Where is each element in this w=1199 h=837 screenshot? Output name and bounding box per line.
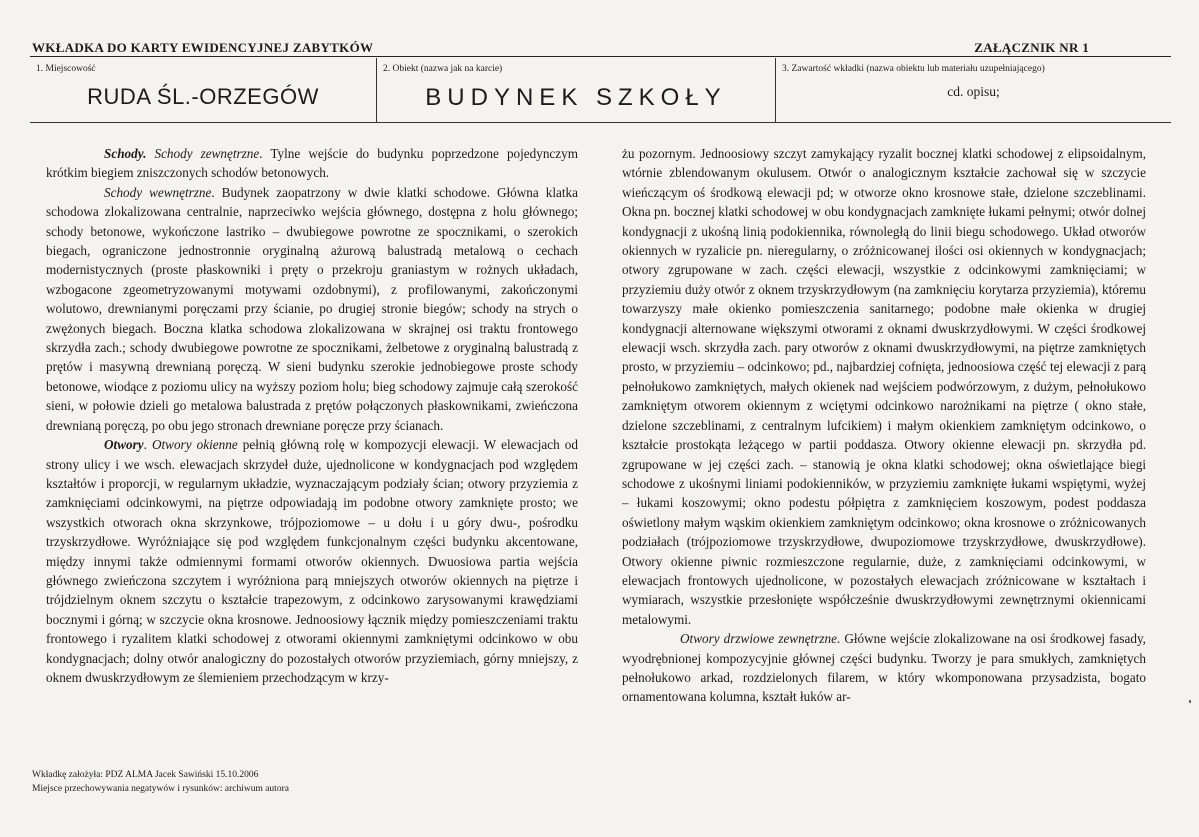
footer-author: Wkładkę założyła: PDZ ALMA Jacek Sawiński 15.10.2006 bbox=[32, 770, 259, 780]
subheading-internal-stairs: Schody wewnętrzne bbox=[104, 184, 212, 200]
paragraph-text: . Tylne wejście do budynku poprzedzone pojedynczym krótkim biegiem zniszczonych schodów betonowych. bbox=[46, 146, 578, 181]
paragraph-text: pełnią główną rolę w kompozycji elewacji. W elewacjach od strony ulicy i we wsch. elewacjach skrzydeł duże, ujednolicone w kondygnacjach pod względem kształtów i proporcji, w regularnym układzie, wyznaczającym podziały ścian; otwory przyziemia z zamknięciami odcinkowymi, na piętrze odpowiadają im podobne otwory zamknięte prosto; we wszystkich otworach okna skrzynkowe, trójpoziomowe – u dołu i u góry dwu-, pośrodku trzyskrzydłowe. Wyróżniające się pod względem funkcjonalnym części budynku akcentowane, między innymi także odmiennymi formami otworów okiennych. Dwuosiowa partia wejścia głównego zwieńczona szczytem i wyróżniona parą mniejszych otworów okiennych na piętrze i trójdzielnym oknem szczytu o kształcie trapezowym, z odcinkowo zarysowanymi krawędziami bocznymi i górną; w szczycie okna krosnowe. Jednoosiowy łącznik między pomieszczeniami traktu frontowego i ryzalitem klatki schodowej z otworami okiennymi zamkniętymi odcinkowo w obu kondygnacjach; dolny otwór analogiczny do pozostałych otworów przyziemiach, górny mniejszy, z oknem dwuskrzydłowym ze ślemieniem przechodzącym w krzy- bbox=[46, 437, 578, 685]
paragraph-openings-continued bbox=[622, 144, 1146, 629]
subheading-window-openings: Otwory okienne bbox=[151, 437, 238, 453]
text-column-right bbox=[622, 144, 1146, 707]
paragraph-text: żu pozornym. Jednoosiowy szczyt zamykający ryzalit bocznej klatki schodowej z elipsoidalnym, wtórnie zblendowanym okulusem. Otwór o analogicznym kształcie zachował się w szczycie wieńczącym oś środkową elewacji pd; w otworze okno krosnowe stałe, dzielone szczeblinami. Okna pn. bocznej klatki schodowej w obu kondygnacjach zamknięte łukami pełnymi; otwór dolnej kondygnacji z ukośną linią podokiennika, równoległą do linii biegu schodowego. Układ otworów okiennych w ryzalicie pn. nieregularny, o zróżnicowanej ilości osi okiennych w kondygnacjach; otwory zgrupowane w zach. części elewacji, wszystkie z odcinkowymi zamknięciami; w przyziemiu duży otwór z oknem trzyskrzydłowym (na zamknięciu korytarza przyziemia), któremu towarzyszy małe okienko pomieszczenia sanitarnego; podobne małe okienka w drugiej kondygnacji alternowane większymi otworami z oknami dwuskrzydłowymi. W części środkowej elewacji wsch. skrzydła zach. pary otworów z oknami dwuskrzydłowymi, na piętrze zamkniętych prosto, w przyziemiu – odcinkowo; pd., najbardziej cofnięta, jednoosiowa część tej elewacji z parą pełnołukowo zamkniętych, małych okienek nad wejściem podwórzowym, z dużym, pełnołukowo zamkniętym otworem okiennym z wciętymi odcinkowo narożnikami na piętrze ( okno stałe, dzielone szczeblinami, z centralnym lufcikiem) i małym okienkiem zamkniętym odcinkowo, o kształcie prostokąta leżącego w partii poddasza. Otwory okienne elewacji pn. skrzydła pd. zgrupowane w jej części zach. – stanowią je okna klatki schodowej; okna oświetlające biegi schodowe z ukośnymi liniami podokienników, w przyziemiu zamknięte łukami wspiętymi, wyżej – łukami koszowymi; okno podestu półpiętra z zamknięciem koszowym, podest poddasza oświetlony małym wąskim okienkiem zamkniętym odcinkowo; okna krosnowe o zróżnicowanych podziałach (trójpoziomowe trzyskrzydłowe, dwupoziomowe trzyskrzydłowe, dwuskrzydłowe). Otwory okienne piwnic rozmieszczone regularnie, duże, z zamknięciami odcinkowymi, w elewacjach frontowych ujednolicone, w pozostałych elewacjach zróżnicowane w kształtach i wymiarach, wszystkie przesłonięte współcześnie dwuskrzydłowymi zewnętrznymi okiennicami metalowymi. bbox=[622, 146, 1146, 627]
object-value: BUDYNEK SZKOŁY bbox=[425, 84, 727, 111]
locality-value: RUDA ŚL.-ORZEGÓW bbox=[87, 84, 319, 109]
locality-field bbox=[30, 58, 376, 122]
section-heading-stairs: Schody. bbox=[104, 146, 147, 161]
header-rule bbox=[30, 56, 1171, 57]
paragraph-stairs-internal bbox=[46, 183, 578, 435]
paragraph-openings: Otwory. Otwory okienne pełnią główną rolę w kompozycji elewacji. W elewacjach od strony ulicy i we wsch. elewacjach skrzydeł duże, ujednolicone w kondygnacjach pod względem kształtów i proporcji, w regularnym układzie, wyznaczającym podziały ścian; otwory przyziemia z zamknięciami odcinkowymi, na piętrze odpowiadają im podobne otwory zamknięte prosto; we wszystkich otworach okna skrzynkowe, trójpoziomowe – u dołu i u góry dwu-, pośrodku trzyskrzydłowe. Wyróżniające się pod względem funkcjonalnym części budynku akcentowane, między innymi także odmiennymi formami otworów okiennych. Dwuosiowa partia wejścia głównego zwieńczona szczytem i wyróżniona parą mniejszych otworów okiennych na piętrze i trójdzielnym oknem szczytu o kształcie trapezowym, z odcinkowo zarysowanymi krawędziami bocznymi i górną; w szczycie okna krosnowe. Jednoosiowy łącznik między pomieszczeniami traktu frontowego i ryzalitem klatki schodowej z otworami okiennymi zamkniętymi odcinkowo w obu kondygnacjach; dolny otwór analogiczny do pozostałych otworów przyziemiach, górny mniejszy, z oknem dwuskrzydłowym ze ślemieniem przechodzącym w krzy- bbox=[46, 437, 578, 685]
footer-storage: Miejsce przechowywania negatywów i rysunków: archiwum autora bbox=[32, 784, 289, 794]
paragraph-text: . Budynek zaopatrzony w dwie klatki schodowe. Główna klatka schodowa zlokalizowana centralnie, naprzeciwko wejścia głównego, dostępna z holu głównego; schody betonowe, wykończone lastriko – dwubiegowe powrotne ze spocznikami, o szerokich biegach, ograniczone jednostronnie oryginalną ażurową balustradą metalową o cechach modernistycznych (proste płaskowniki i pręty o przekroju graniastym w rożnych układach, wzbogacone zgeometryzowanymi motywami ozdobnymi), z profilowanymi, zakończonymi wolutowo, drewnianymi poręczami przy ścianie, po drugiej stronie biegów; schody na strych o zwężonych biegach. Boczna klatka schodowa zlokalizowana w skrajnej osi traktu frontowego skrzydła zach.; schody dwubiegowe powrotne ze spocznikami, żelbetowe z oryginalną balustradą z prętów i masywną drewnianą poręczą. W sieni budynku szerokie jednobiegowe proste schody betonowe, wiodące z poziomu ulicy na wyższy poziom holu; bieg schodowy zajmuje całą szerokość sieni, w połowie dzieli go metalowa balustrada z prętów połączonych płaskownikami, zwieńczona drewnianą poręczą, po obu jego stronach drewniane poręcze przy ścianach. bbox=[46, 184, 578, 433]
contents-field bbox=[775, 58, 1171, 122]
text-column-left bbox=[46, 144, 578, 687]
paragraph-text: . Główne wejście zlokalizowane na osi środkowej fasady, wyodrębnionej kompozycyjnie głównej części budynku. Tworzy je para smukłych, zamkniętych pełnołukowo arkad, rozdzielonych filarem, w który wkomponowana przysadzista, bogato ornamentowana kolumna, kształt łuków ar- bbox=[622, 631, 1146, 705]
contents-label: 3. Zawartość wkładki (nazwa obiektu lub materiału uzupełniającego) bbox=[782, 64, 1045, 74]
scan-speck bbox=[1189, 700, 1191, 703]
section-heading-openings: Otwory bbox=[104, 437, 144, 453]
attachment-number: ZAŁĄCZNIK NR 1 bbox=[974, 40, 1089, 55]
locality-label: 1. Miejscowość bbox=[36, 64, 96, 74]
card-title: WKŁADKA DO KARTY EWIDENCYJNEJ ZABYTKÓW bbox=[32, 40, 374, 55]
object-field bbox=[376, 58, 775, 122]
object-label: 2. Obiekt (nazwa jak na karcie) bbox=[383, 64, 503, 74]
paragraph-door-openings bbox=[622, 629, 1146, 707]
paragraph-stairs-external bbox=[46, 144, 578, 183]
fields-row bbox=[30, 58, 1171, 123]
subheading-external-stairs: Schody zewnętrzne bbox=[154, 146, 260, 161]
contents-value: cd. opisu; bbox=[947, 84, 1000, 99]
footer bbox=[32, 768, 289, 796]
subheading-door-openings: Otwory drzwiowe zewnętrzne bbox=[680, 631, 837, 647]
